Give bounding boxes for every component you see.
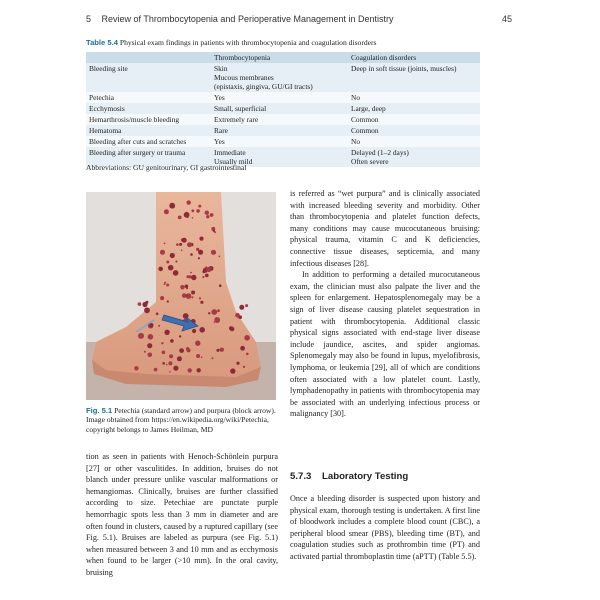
table-cell: Small, superficial — [211, 103, 348, 114]
petechia-spot — [205, 211, 209, 215]
right-paragraph-1: is referred as “wet purpura” and is clinically associated with increased bleeding severity and morbidity. Other than thrombocytopenia and platelet function defects, many conditions may cause mucocutaneous bruising: physical trauma, vitamin C and K deficiencies, connective tissue diseases, septicemia, and many infectious diseases [28]. — [290, 189, 480, 268]
petechia-spot — [175, 261, 177, 263]
petechia-spot — [154, 368, 158, 372]
section-heading — [290, 471, 416, 482]
petechia-spot — [217, 309, 220, 312]
petechia-spot — [179, 348, 184, 353]
petechia-spot — [190, 272, 192, 274]
petechia-spot — [178, 216, 182, 220]
petechia-spot — [144, 351, 146, 353]
table-cell: Hematoma — [86, 125, 211, 136]
table-cell: Large, deep — [348, 103, 480, 114]
table-cell: Delayed (1–2 days) Often severe — [348, 147, 480, 167]
petechia-spot — [173, 206, 175, 208]
petechia-spot — [190, 253, 193, 256]
petechia-spot — [166, 261, 169, 264]
table-row — [86, 114, 480, 125]
running-head-left — [86, 14, 402, 24]
petechia-spot — [134, 366, 138, 370]
petechia-spot — [191, 296, 193, 298]
table-cell: Petechia — [86, 92, 211, 103]
petechia-spot — [244, 335, 250, 341]
petechia-spot — [138, 333, 144, 339]
table-header-cell: Coagulation disorders — [348, 52, 480, 63]
chapter-number: 5 — [86, 14, 92, 24]
petechia-spot — [148, 353, 153, 358]
petechia-spot — [191, 209, 194, 212]
table-header — [86, 52, 480, 63]
petechia-spot — [169, 354, 173, 358]
petechia-spot — [236, 362, 239, 365]
petechia-spot — [211, 357, 213, 359]
petechia-spot — [158, 267, 163, 272]
table-row — [86, 103, 480, 114]
table-cell: Skin Mucous membranes (epistaxis, gingiva, GU/GI tracts) — [211, 63, 348, 92]
petechia-spot — [214, 317, 220, 323]
table-header-cell: Thrombocytopenia — [211, 52, 348, 63]
petechia-spot — [230, 368, 235, 373]
petechia-spot — [170, 253, 175, 258]
right-column-text — [290, 188, 480, 420]
petechia-spot — [188, 275, 191, 278]
petechia-spot — [219, 256, 221, 258]
right-paragraph-2: In addition to performing a detailed mucocutaneous exam, the clinician must also palpate the liver and the spleen for enlargement. Hepatosplenomegaly may be a sign of liver disease causing platelet sequestration in patient with thrombocytopenia. Additional classic physical signs associated with end-stage liver disease include jaundice, ascites, and spider angiomas. Splenomegaly may also be found in lupus, myelofibrosis, lymphoma, or leukemia [29], all of which are conditions often associated with a low platelet count. Lastly, lymphadenopathy in patients with thrombocytopenia may be associated with an underlying infectious process or malignancy [30]. — [290, 270, 480, 419]
petechia-spot — [179, 335, 181, 337]
petechia-spot — [149, 323, 153, 327]
petechia-spot — [162, 351, 166, 355]
petechia-spot — [160, 296, 164, 300]
running-head — [86, 14, 512, 24]
petechia-spot — [198, 250, 203, 255]
table-row — [86, 125, 480, 136]
section-number: 5.7.3 — [290, 471, 312, 482]
page-number: 45 — [501, 14, 512, 24]
petechia-spot — [199, 327, 205, 333]
petechia-spot — [188, 368, 192, 372]
petechia-spot — [240, 346, 245, 351]
left-paragraph: tion as seen in patients with Henoch-Schönlein purpura [27] or other vasculitides. In addition, bruises do not blanch under pressure unlike vascular malformations or hemangiomas. Clinically, bruises are further classified according to size. Petechiae are punctate purple hemorrhagic spots less than 3 mm in diameter and are often found in clusters, caused by a ruptured capillary (see Fig. 5.1). Bruises are labeled as purpura (see Fig. 5.1) when measured between 3 and 10 mm and as ecchymosis when found to be larger (>10 mm). In the oral cavity, bruising — [86, 452, 278, 577]
petechia-spot — [156, 313, 159, 316]
petechia-spot — [196, 209, 200, 213]
table-cell: No — [348, 92, 480, 103]
petechia-spot — [216, 349, 219, 352]
figure-foot-photo — [86, 192, 276, 400]
petechia-spot — [170, 339, 174, 343]
section-title: Laboratory Testing — [322, 471, 409, 482]
petechia-spot — [187, 200, 191, 204]
table-row — [86, 136, 480, 147]
petechia-spot — [184, 212, 190, 218]
table-cell: Bleeding after surgery or trauma — [86, 147, 211, 167]
petechia-spot — [198, 257, 200, 259]
petechia-spot — [201, 357, 203, 359]
figure-caption — [86, 406, 278, 434]
section-paragraph: Once a bleeding disorder is suspected upon history and physical exam, thorough testing is undertaken. A first line of bloodwork includes a complete blood count (CBC), a peripheral blood smear (PBS), bleeding time (BT), and coagulation studies such as prothrombin time (PT) and activated partial thromboplastin time (aPTT) (Table 5.5). — [290, 494, 480, 561]
petechia-spot — [166, 364, 168, 366]
petechia-spot — [138, 302, 142, 306]
petechia-spot — [181, 249, 183, 251]
petechia-spot — [176, 243, 179, 246]
petechia-spot — [164, 283, 166, 285]
findings-table — [86, 52, 480, 167]
table-cell: Yes — [211, 92, 348, 103]
table-cell: Common — [348, 114, 480, 125]
petechia-spot — [200, 301, 203, 304]
petechia-spot — [186, 347, 190, 351]
table-caption-text: Physical exam findings in patients with thrombocytopenia and coagulation disorders — [119, 38, 377, 47]
petechia-spot — [147, 343, 152, 348]
petechia-spot — [202, 276, 204, 278]
petechia-spot — [199, 297, 201, 299]
figure-caption-text: Petechia (standard arrow) and purpura (block arrow). Image obtained from https://en.wikipedia.org/wiki/Petechia, copyright belongs to James Heilman, MD — [86, 406, 276, 434]
petechia-spot — [180, 285, 184, 289]
table-cell: Common — [348, 125, 480, 136]
petechia-spot — [167, 300, 169, 302]
petechia-spot — [148, 334, 154, 340]
petechia-spot — [199, 237, 203, 241]
petechia-spot — [195, 341, 200, 346]
table-label: Table 5.4 — [86, 38, 118, 47]
petechia-spot — [160, 250, 165, 255]
petechia-spot — [239, 305, 244, 310]
petechia-spot — [211, 309, 217, 315]
petechia-spot — [182, 238, 187, 243]
petechia-spot — [245, 304, 248, 307]
petechia-spot — [230, 327, 235, 332]
petechia-spot — [166, 284, 169, 287]
foot-illustration — [86, 192, 276, 400]
petechia-spot — [192, 217, 194, 219]
table-cell: Extremely rare — [211, 114, 348, 125]
table-cell: No — [348, 136, 480, 147]
table-body — [86, 63, 480, 167]
petechia-spot — [177, 356, 182, 361]
petechia-spot — [144, 307, 150, 313]
petechia-spot — [210, 213, 214, 217]
section-text — [290, 493, 480, 563]
petechia-spot — [168, 265, 174, 271]
petechia-spot — [164, 330, 169, 335]
table-cell: Hemarthrosis/muscle bleeding — [86, 114, 211, 125]
table-cell: Bleeding after cuts and scratches — [86, 136, 211, 147]
petechia-spot — [208, 312, 210, 314]
table-cell: Yes — [211, 136, 348, 147]
table-header-cell — [86, 52, 211, 63]
petechia-spot — [206, 267, 211, 272]
petechia-spot — [162, 362, 165, 365]
petechia-spot — [187, 242, 192, 247]
petechia-spot — [191, 275, 196, 280]
petechia-spot — [173, 270, 179, 276]
petechia-spot — [185, 285, 189, 289]
table-cell: Deep in soft tissue (joints, muscles) — [348, 63, 480, 92]
table-cell: Ecchymosis — [86, 103, 211, 114]
petechia-spot — [211, 250, 216, 255]
petechia-spot — [179, 243, 182, 246]
table-cell: Rare — [211, 125, 348, 136]
petechia-spot — [243, 366, 245, 368]
petechia-spot — [164, 243, 166, 245]
petechia-spot — [206, 215, 209, 218]
petechia-spot — [198, 205, 201, 208]
table-cell: Bleeding site — [86, 63, 211, 92]
petechia-spot — [186, 295, 188, 297]
petechia-spot — [173, 366, 178, 371]
petechia-spot — [186, 293, 192, 299]
petechia-spot — [192, 329, 196, 333]
table-cell: Immediate Usually mild — [211, 147, 348, 167]
petechia-spot — [158, 325, 160, 327]
petechia-spot — [169, 371, 171, 373]
petechia-spot — [168, 361, 172, 365]
table-caption — [86, 38, 377, 47]
petechia-spot — [235, 313, 240, 318]
petechia-spot — [214, 231, 216, 233]
table-abbreviations: Abbreviations: GU genitourinary, GI gastrointestinal — [86, 163, 247, 172]
petechia-spot — [220, 348, 224, 352]
petechia-spot — [205, 274, 209, 278]
petechia-spot — [169, 203, 175, 209]
table-row — [86, 63, 480, 92]
petechia-spot — [142, 302, 147, 307]
figure-label: Fig. 5.1 — [86, 406, 113, 415]
petechia-spot — [161, 342, 163, 344]
petechia-spot — [219, 284, 222, 287]
left-column-text — [86, 451, 278, 579]
running-head-title: Review of Thrombocytopenia and Perioperative Management in Dentistry — [101, 14, 394, 24]
table-row — [86, 92, 480, 103]
petechia-spot — [191, 291, 195, 295]
petechia-spot — [197, 368, 201, 372]
petechia-spot — [164, 209, 169, 214]
petechia-spot — [196, 354, 200, 358]
petechia-spot — [246, 353, 249, 356]
